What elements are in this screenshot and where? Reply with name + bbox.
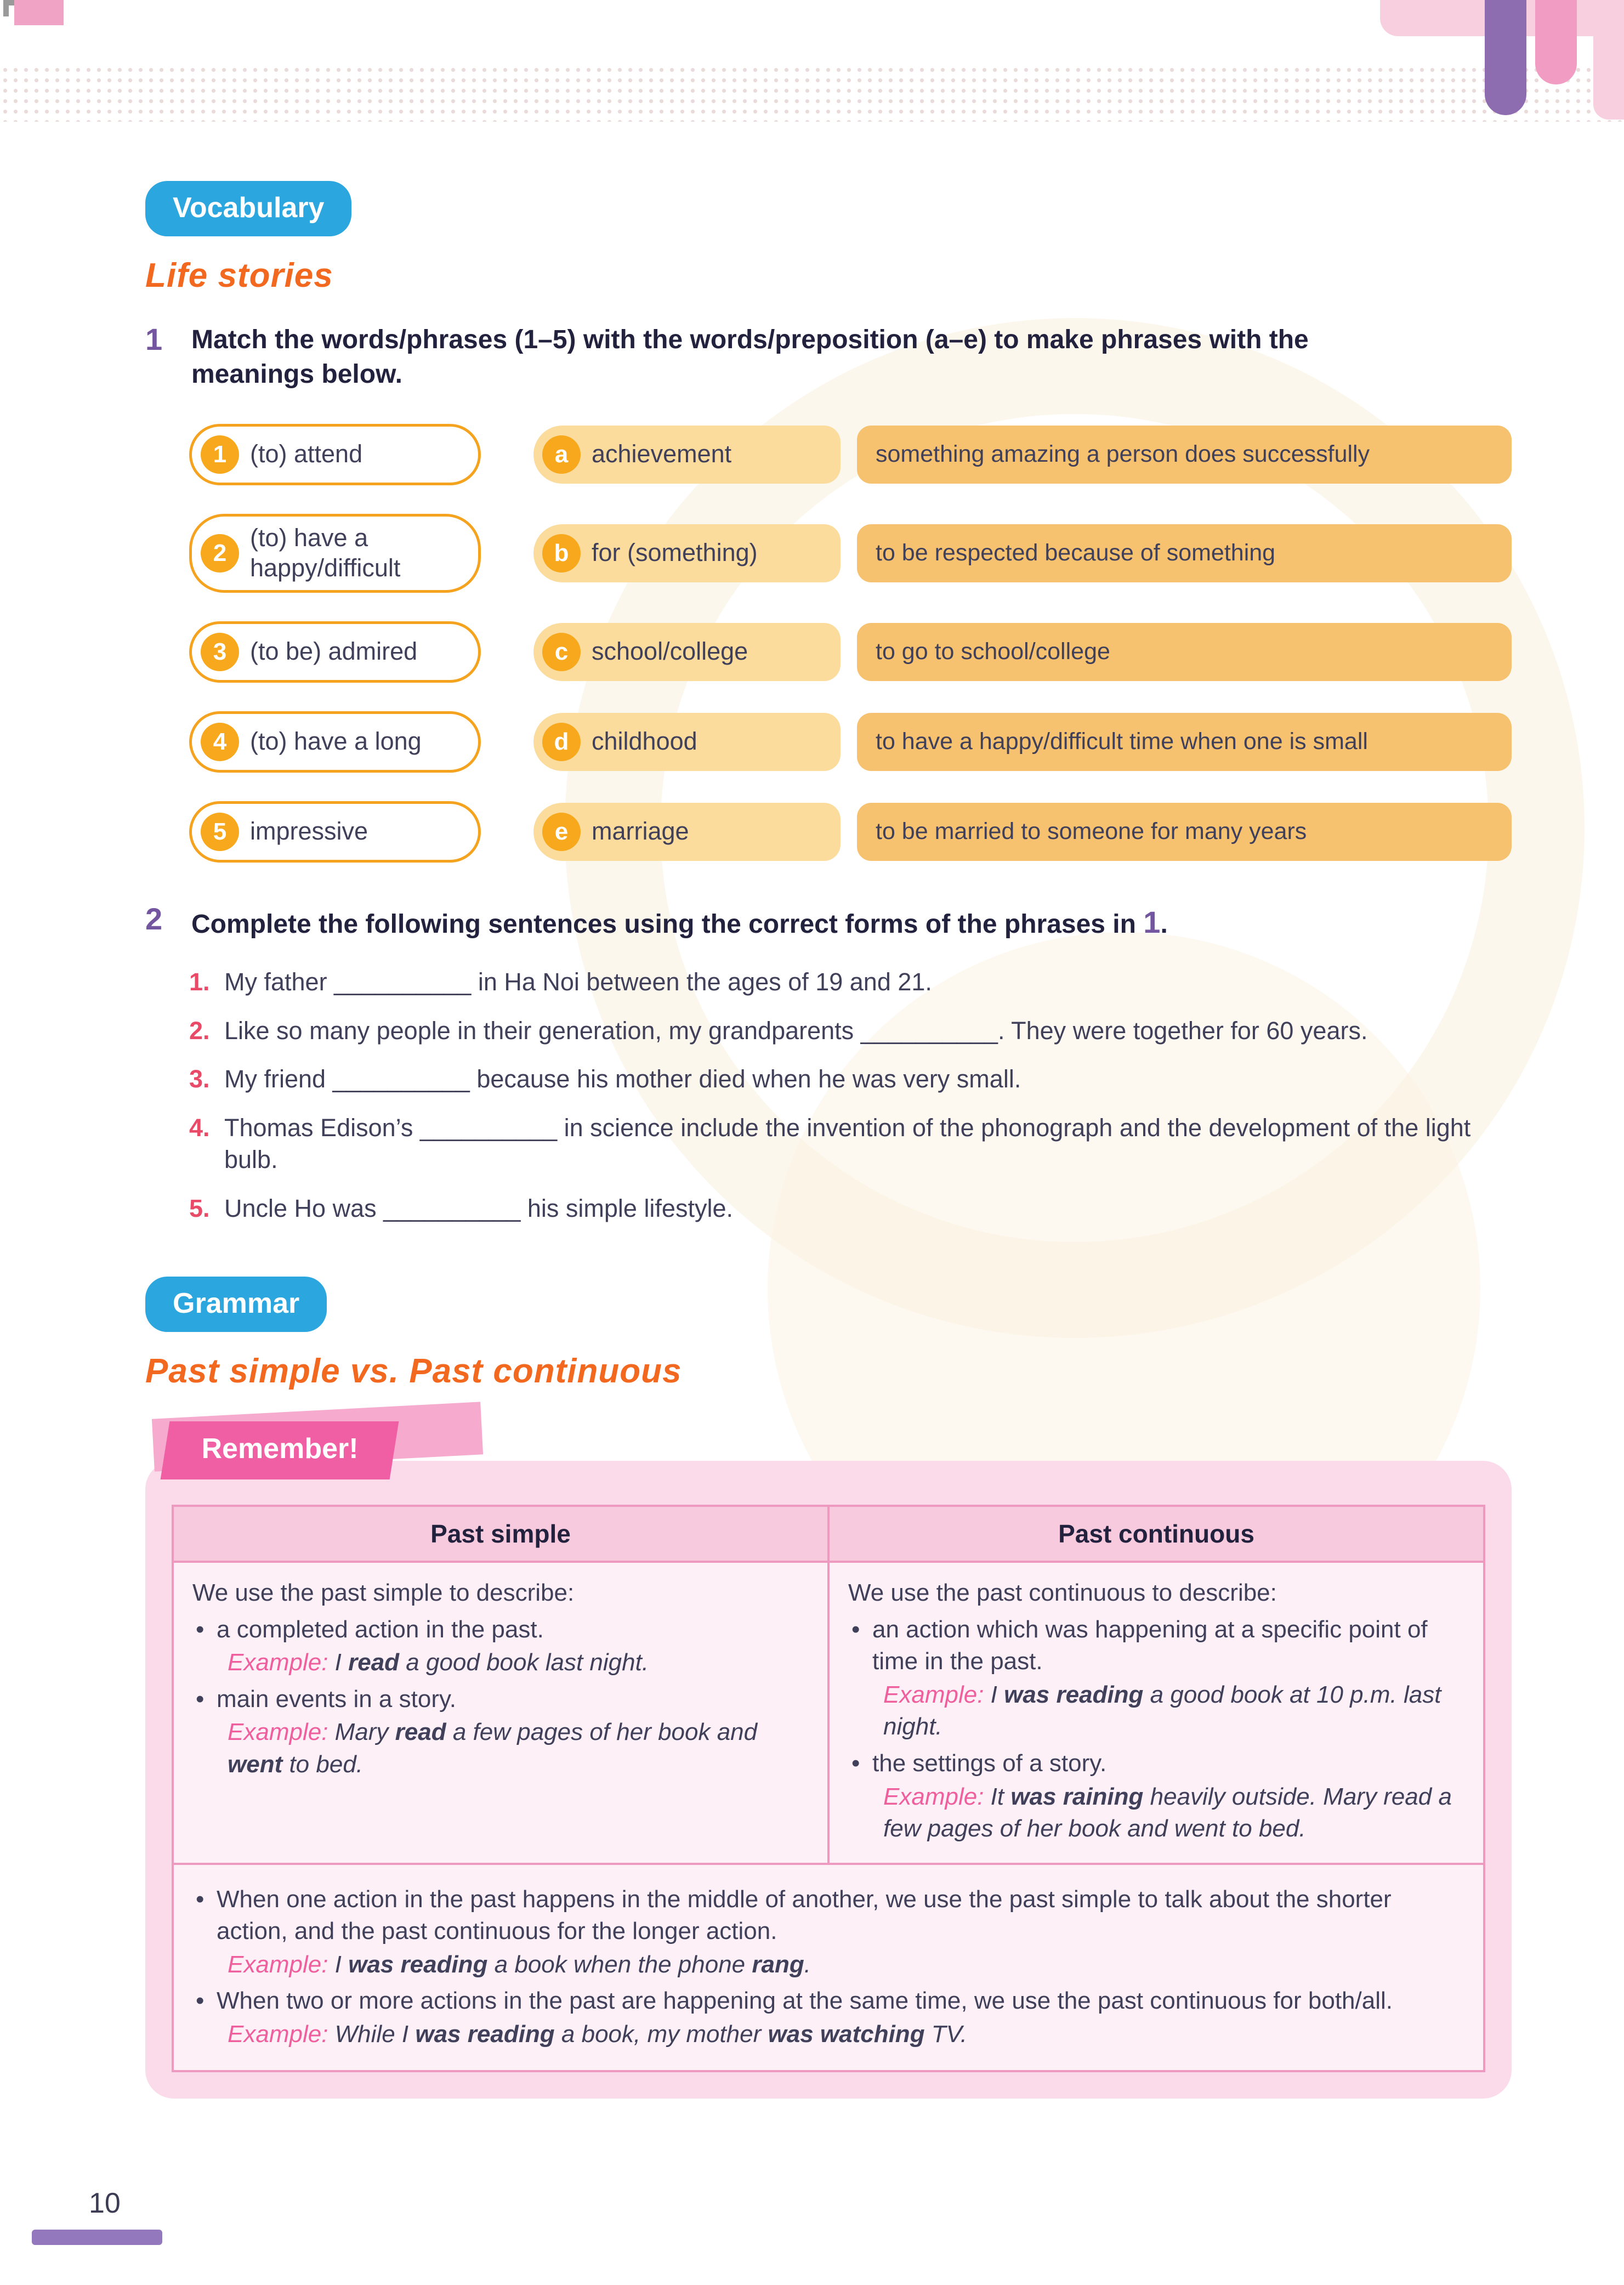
sentence-2 <box>189 1015 1512 1047</box>
grammar-topic-heading: Past simple vs. Past continuous <box>145 1352 682 1391</box>
past-continuous-bullet-1: • an action which was happening at a specific point of time in the past. <box>848 1614 1464 1678</box>
sentence-text: Thomas Edison’s __________ in science include the invention of the phonograph and the development of the light bulb. <box>224 1113 1471 1174</box>
term-box-3 <box>189 621 481 683</box>
past-simple-example-1 <box>192 1647 809 1679</box>
sentence-text: Uncle Ho was __________ his simple lifestyle. <box>224 1194 733 1222</box>
vocabulary-section-badge: Vocabulary <box>145 181 351 236</box>
example-text: a good book at 10 p.m. last night. <box>883 1681 1441 1740</box>
exercise-1-number: 1 <box>145 322 163 356</box>
term-number-badge: 4 <box>201 723 239 761</box>
word-letter-badge: a <box>542 435 581 474</box>
word-box-e <box>533 803 841 861</box>
sentence-1 <box>189 966 1512 999</box>
instruction-exercise-reference: 1 <box>1143 904 1161 939</box>
example-label: Example: <box>228 2020 328 2048</box>
grammar-reference-box <box>145 1461 1512 2099</box>
matching-exercise <box>189 424 1512 863</box>
sentence-3 <box>189 1063 1512 1096</box>
match-row-3 <box>189 621 1512 683</box>
example-text: a few pages of her book and <box>446 1719 758 1746</box>
instruction-period: . <box>1160 909 1168 939</box>
example-highlight: was raining <box>1010 1783 1144 1810</box>
term-box-4 <box>189 711 481 773</box>
sentence-number: 2. <box>189 1016 210 1045</box>
example-highlight: rang <box>752 1951 804 1978</box>
exercise-2-header <box>145 902 1512 943</box>
word-box-a <box>533 426 841 484</box>
example-highlight: was reading <box>1004 1681 1144 1708</box>
example-label: Example: <box>228 1719 328 1746</box>
past-continuous-bullet-2: • the settings of a story. <box>848 1748 1464 1780</box>
sentence-text: My father __________ in Ha Noi between the ages of 19 and 21. <box>224 968 932 996</box>
match-row-5 <box>189 801 1512 863</box>
example-highlight: read <box>348 1649 400 1676</box>
term-label: (to) attend <box>250 440 363 468</box>
example-text: While I <box>334 2020 416 2048</box>
exercise-2-instruction <box>191 902 1168 943</box>
word-label: marriage <box>592 817 689 846</box>
match-row-2 <box>189 514 1512 593</box>
meaning-label: to have a happy/difficult time when one is small <box>876 728 1368 755</box>
sentence-number: 1. <box>189 968 210 996</box>
meaning-label: to be married to someone for many years <box>876 818 1307 844</box>
grammar-section-badge: Grammar <box>145 1277 327 1332</box>
example-text: . <box>804 1951 811 1978</box>
past-simple-intro: We use the past simple to describe: <box>192 1579 575 1607</box>
example-highlight: was reading <box>415 2020 555 2048</box>
example-text: It <box>990 1783 1011 1810</box>
page-number: 10 <box>89 2187 121 2219</box>
term-number-badge: 3 <box>201 633 239 671</box>
term-box-5 <box>189 801 481 863</box>
past-simple-bullet-2: • main events in a story. <box>192 1683 809 1716</box>
meaning-box <box>857 524 1512 582</box>
instruction-text: Complete the following sentences using the correct forms of the phrases in <box>191 909 1144 939</box>
example-label: Example: <box>228 1649 328 1676</box>
grammar-table-combined-row <box>174 1863 1483 2071</box>
word-letter-badge: e <box>542 813 581 851</box>
term-number-badge: 5 <box>201 813 239 851</box>
past-simple-cell <box>174 1563 827 1862</box>
word-box-d <box>533 713 841 771</box>
sentence-number: 3. <box>189 1065 210 1093</box>
topic-heading-life-stories: Life stories <box>145 257 333 294</box>
word-label: achievement <box>592 440 732 468</box>
word-label: childhood <box>592 727 697 756</box>
past-simple-column-header: Past simple <box>430 1519 571 1549</box>
example-highlight: was watching <box>768 2020 925 2048</box>
example-label: Example: <box>883 1681 984 1708</box>
example-highlight: went <box>228 1750 283 1778</box>
example-text: a book when the phone <box>487 1951 752 1978</box>
grammar-table-header-row <box>174 1507 1483 1563</box>
combined-bullet-1: • When one action in the past happens in the middle of another, we use the past simple to talk about the shorter action, and the past continuous for the longer action. <box>192 1884 1464 1948</box>
sentence-number: 4. <box>189 1113 210 1142</box>
combined-bullet-2: • When two or more actions in the past are happening at the same time, we use the past continuous for both/all. <box>192 1985 1464 2017</box>
meaning-label: to go to school/college <box>876 638 1110 665</box>
meaning-box <box>857 803 1512 861</box>
exercise-1-instruction: Match the words/phrases (1–5) with the words/preposition (a–e) to make phrases with the meanings below. <box>191 325 1309 389</box>
term-label: (to) have a long <box>250 727 422 756</box>
past-continuous-cell <box>827 1563 1483 1862</box>
example-text: I <box>334 1649 349 1676</box>
word-label: school/college <box>592 637 748 666</box>
combined-example-2 <box>192 2018 1464 2051</box>
fill-in-sentences <box>189 966 1512 1224</box>
remember-banner <box>165 1421 505 1476</box>
term-label: (to be) admired <box>250 637 418 666</box>
example-label: Example: <box>883 1783 984 1810</box>
word-label: for (something) <box>592 538 758 567</box>
example-highlight: was reading <box>348 1951 488 1978</box>
past-continuous-example-2 <box>848 1781 1464 1845</box>
past-simple-bullet-1: • a completed action in the past. <box>192 1614 809 1646</box>
example-text: I <box>334 1951 349 1978</box>
term-box-2 <box>189 514 481 593</box>
match-row-1 <box>189 424 1512 485</box>
sentence-text: Like so many people in their generation, my grandparents __________. They were together for 60 years. <box>224 1016 1368 1045</box>
grammar-table <box>172 1505 1485 2072</box>
sentence-text: My friend __________ because his mother died when he was very small. <box>224 1065 1021 1093</box>
remember-label: Remember! <box>201 1433 359 1465</box>
example-text: a book, my mother <box>554 2020 768 2048</box>
term-number-badge: 1 <box>201 435 239 474</box>
word-letter-badge: c <box>542 633 581 671</box>
example-highlight: read <box>395 1719 446 1746</box>
past-continuous-intro: We use the past continuous to describe: <box>848 1579 1277 1607</box>
exercise-1-header <box>145 322 1512 392</box>
grammar-table-body-row <box>174 1563 1483 1862</box>
word-letter-badge: d <box>542 723 581 761</box>
meaning-label: something amazing a person does successfully <box>876 440 1370 467</box>
word-box-c <box>533 623 841 681</box>
word-letter-badge: b <box>542 534 581 572</box>
word-box-b <box>533 524 841 582</box>
past-simple-example-2 <box>192 1716 809 1781</box>
term-box-1 <box>189 424 481 485</box>
example-label: Example: <box>228 1951 328 1978</box>
example-text: TV. <box>924 2020 967 2048</box>
term-label: impressive <box>250 817 368 846</box>
term-number-badge: 2 <box>201 534 239 572</box>
meaning-box <box>857 426 1512 484</box>
grammar-section <box>145 1277 1512 2099</box>
exercise-2-number: 2 <box>145 901 163 936</box>
meaning-box <box>857 623 1512 681</box>
example-text: to bed. <box>282 1750 364 1778</box>
sentence-4 <box>189 1112 1512 1176</box>
example-text: a good book last night. <box>399 1649 649 1676</box>
remember-banner-ribbon <box>161 1421 399 1479</box>
past-continuous-example-1 <box>848 1679 1464 1743</box>
example-text: Mary <box>334 1719 395 1746</box>
sentence-number: 5. <box>189 1194 210 1222</box>
meaning-box <box>857 713 1512 771</box>
term-label: (to) have a happy/difficult <box>250 523 401 582</box>
combined-example-1 <box>192 1949 1464 1981</box>
sentence-5 <box>189 1193 1512 1225</box>
past-continuous-column-header: Past continuous <box>827 1507 1483 1561</box>
meaning-label: to be respected because of something <box>876 539 1276 566</box>
example-text: heavily outside. Mary read a few pages of her book and went to bed. <box>883 1783 1452 1842</box>
match-row-4 <box>189 711 1512 773</box>
page-number-bar-decoration <box>32 2230 162 2245</box>
example-text: I <box>990 1681 1004 1708</box>
